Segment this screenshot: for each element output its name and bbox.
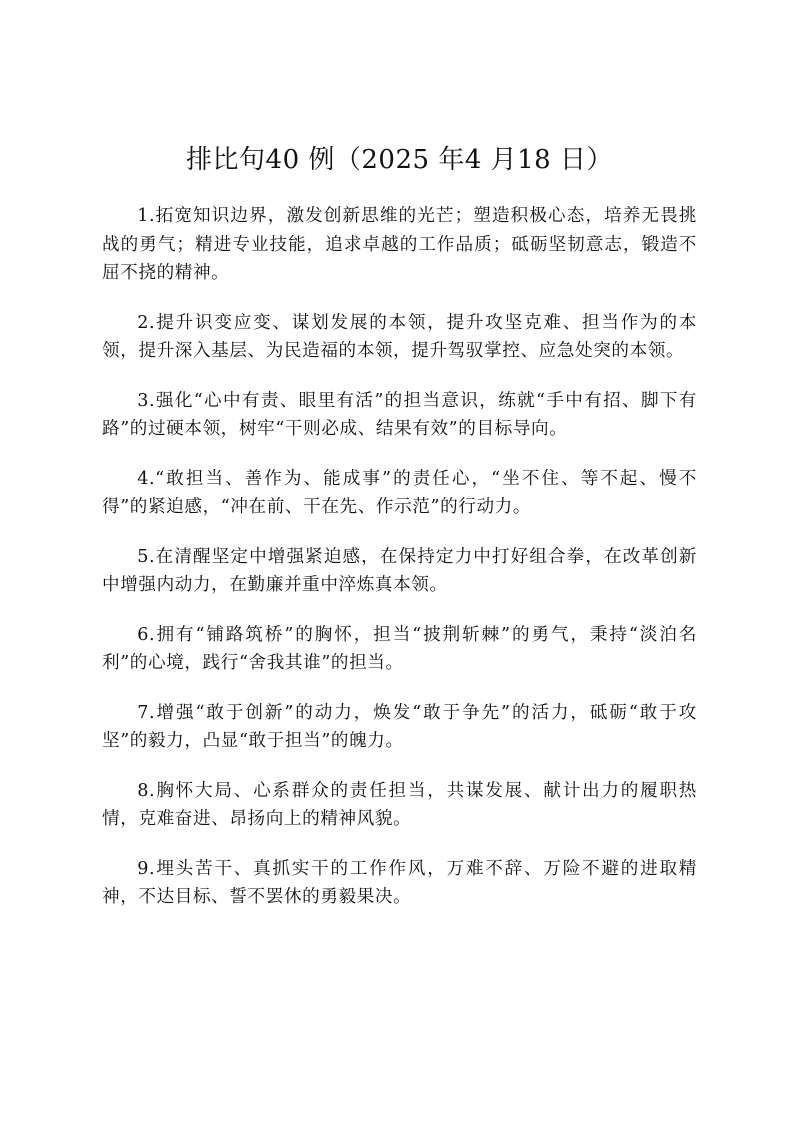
paragraph-8: 8.胸怀大局、心系群众的责任担当，共谋发展、献计出力的履职热情，克难奋进、昂扬向上的精神风貌。 xyxy=(102,780,697,829)
paragraph-3: 3.强化“心中有责、眼里有活”的担当意识，练就“手中有招、脚下有路”的过硬本领，树牢“干则必成、结果有效”的目标导向。 xyxy=(102,390,697,439)
paragraph-4: 4.“敢担当、善作为、能成事”的责任心，“坐不住、等不起、慢不得”的紧迫感，“冲在前、干在先、作示范”的行动力。 xyxy=(102,468,697,517)
document-title: 排比句40 例（2025 年4 月18 日） xyxy=(186,145,613,175)
paragraph-7: 7.增强“敢于创新”的动力，焕发“敢于争先”的活力，砥砺“敢于攻坚”的毅力，凸显“敢于担当”的魄力。 xyxy=(102,702,697,751)
paragraph-2: 2.提升识变应变、谋划发展的本领，提升攻坚克难、担当作为的本领，提升深入基层、为民造福的本领，提升驾驭掌控、应急处突的本领。 xyxy=(102,312,697,361)
paragraph-6: 6.拥有“铺路筑桥”的胸怀，担当“披荆斩棘”的勇气，秉持“淡泊名利”的心境，践行“舍我其谁”的担当。 xyxy=(102,624,697,673)
paragraph-9: 9.埋头苦干、真抓实干的工作作风，万难不辞、万险不避的进取精神，不达目标、誓不罢休的勇毅果决。 xyxy=(102,858,697,907)
paragraph-1: 1.拓宽知识边界，激发创新思维的光芒；塑造积极心态，培养无畏挑战的勇气；精进专业技能，追求卓越的工作品质；砥砺坚韧意志，锻造不屈不挠的精神。 xyxy=(102,206,697,283)
paragraph-5: 5.在清醒坚定中增强紧迫感，在保持定力中打好组合拳，在改革创新中增强内动力，在勤廉并重中淬炼真本领。 xyxy=(102,546,697,595)
